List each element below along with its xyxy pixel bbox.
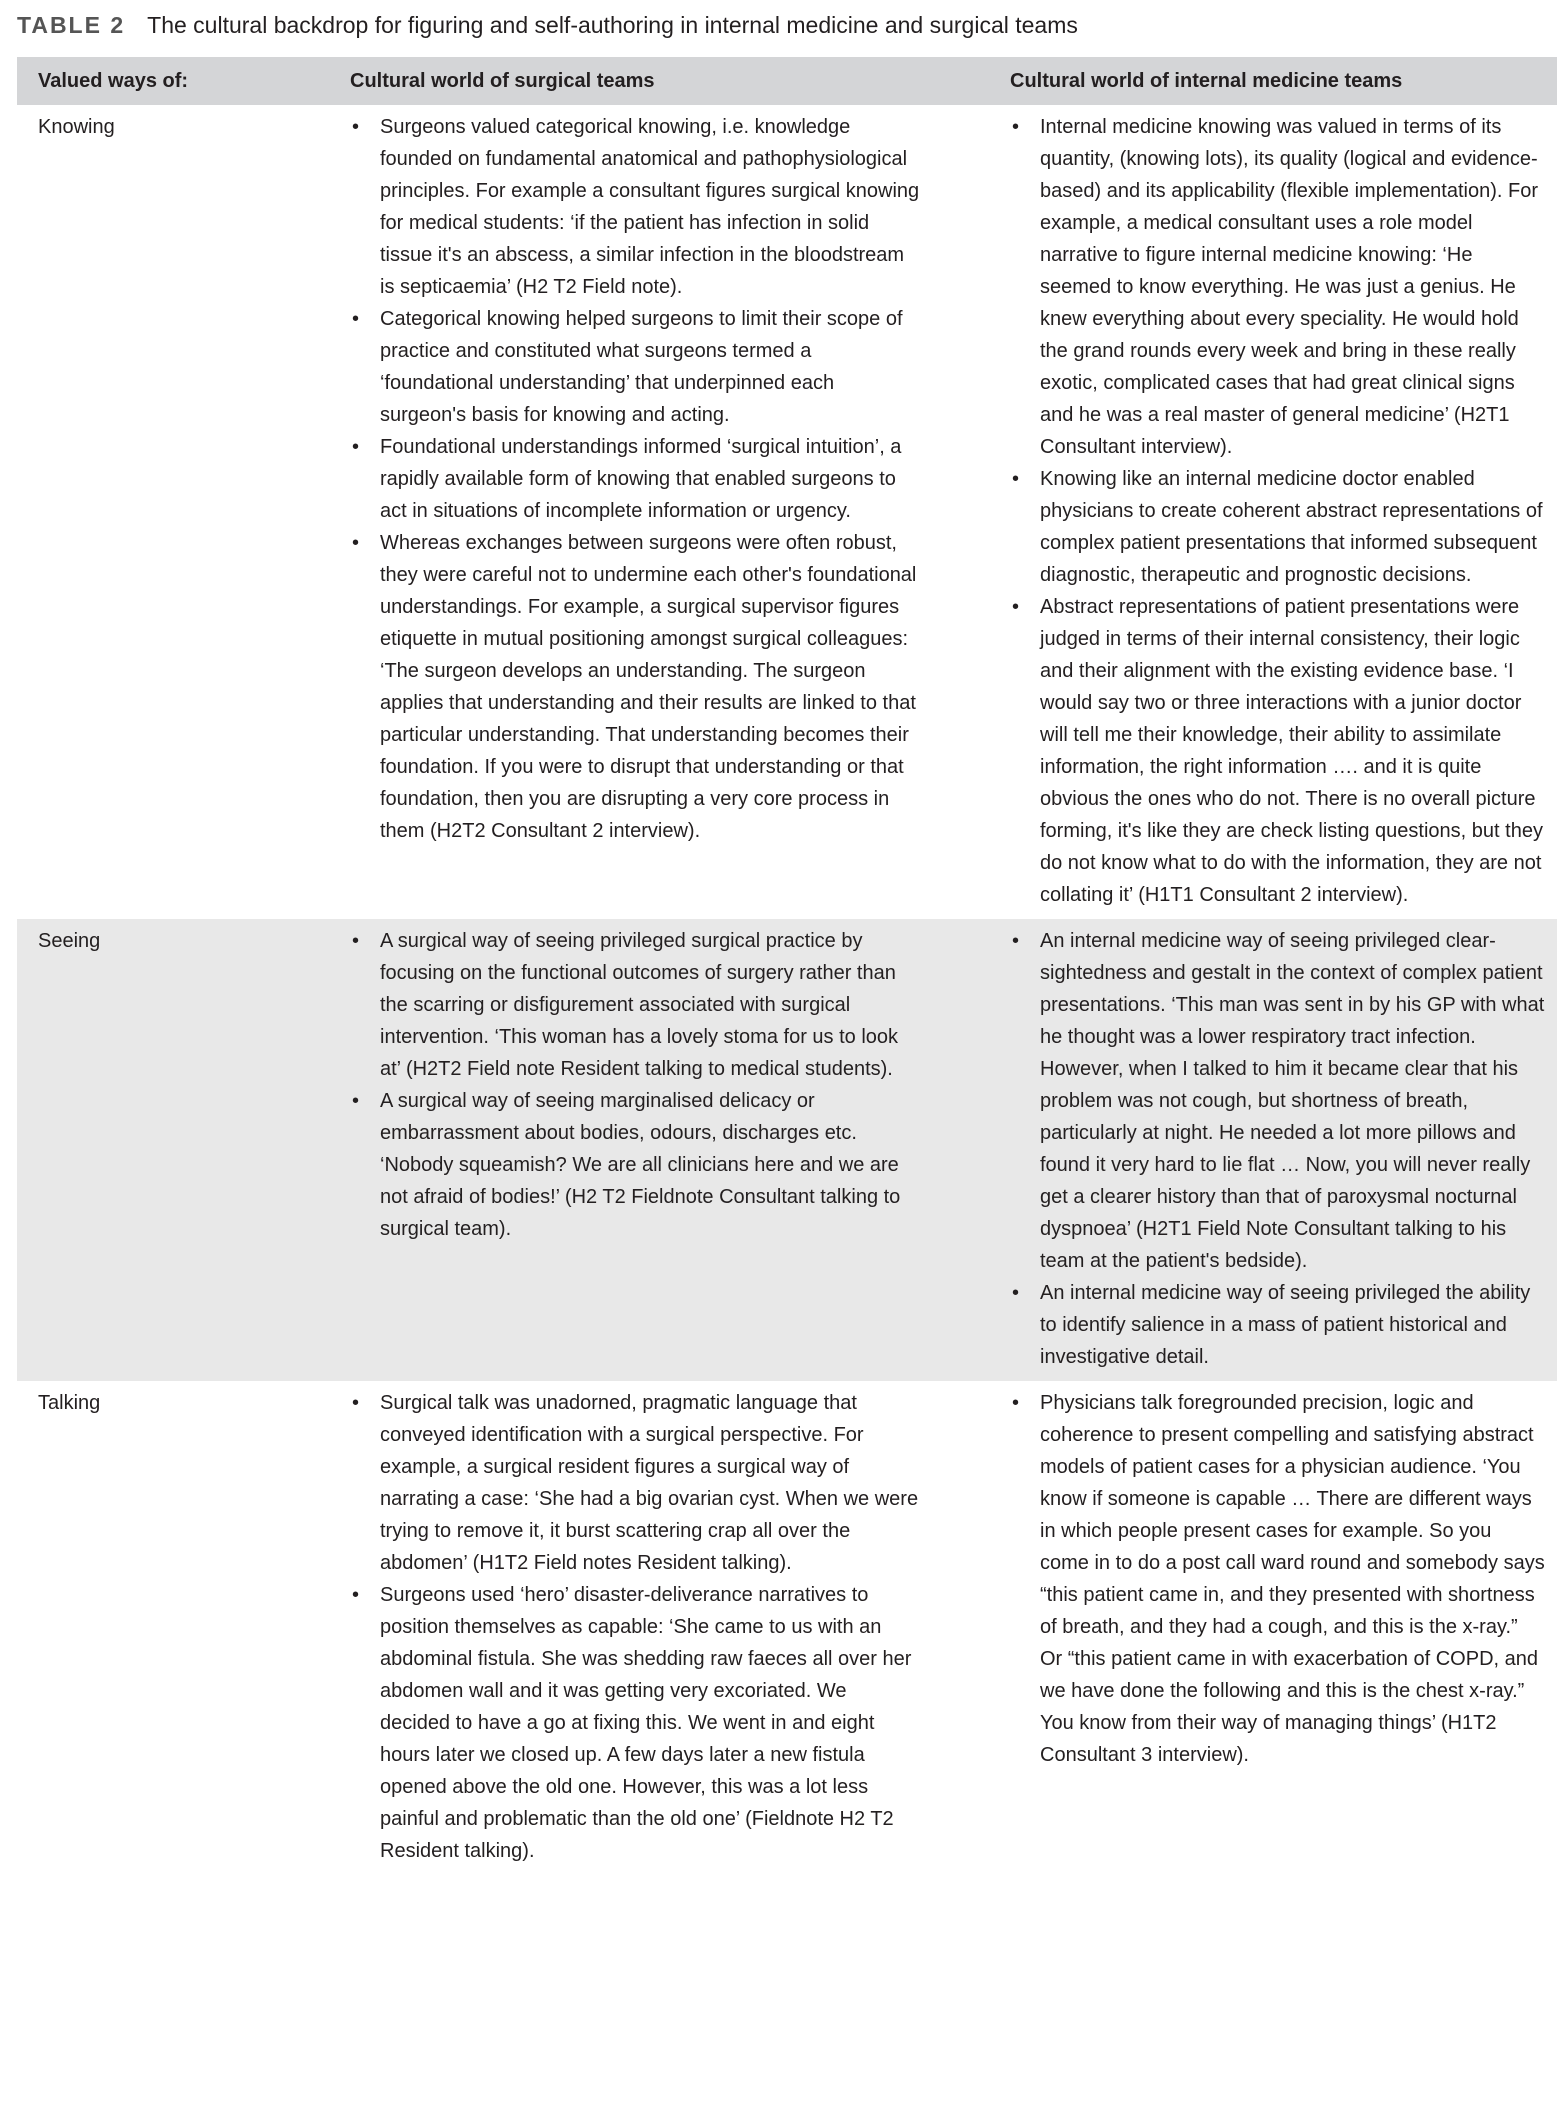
list-item [350, 527, 920, 847]
bullet-icon: • [352, 308, 360, 330]
bullet-icon: • [352, 116, 360, 138]
medicine-cell [1010, 1381, 1557, 1875]
table-caption [17, 12, 1078, 39]
bullet-text: Foundational understandings informed ‘surgical intuition’, a rapidly available form of knowing that enabled surgeons to act in situations of incomplete information or urgency. [380, 436, 902, 522]
surgical-cell [350, 919, 1010, 1381]
row-label: Knowing [38, 116, 115, 138]
bullet-text: Categorical knowing helped surgeons to limit their scope of practice and constituted what surgeons termed a ‘foundational understanding’ that underpinned each surgeon's basis for knowing and acting. [380, 308, 903, 426]
bullet-text: Surgeons valued categorical knowing, i.e. knowledge founded on fundamental anatomical and pathophysiological principles. For example a consultant figures surgical knowing for medical students: ‘if the patient has infection in solid tissue it's an abscess, a similar infection in the bloodstream is septicaemia’ (H2 T2 Field note). [380, 116, 920, 298]
medicine-bullet-list [1010, 111, 1545, 911]
list-item [1010, 1387, 1545, 1771]
culture-table [17, 57, 1557, 1875]
table-row [17, 1381, 1557, 1875]
list-item [1010, 463, 1545, 591]
bullet-text: An internal medicine way of seeing privileged clear-sightedness and gestalt in the context of complex patient presentations. ‘This man was sent in by his GP with what he thought was a lower respiratory tract infection. However, when I talked to him it became clear that his problem was not cough, but shortness of breath, particularly at night. He needed a lot more pillows and found it very hard to lie flat … Now, you will never really get a clearer history than that of paroxysmal nocturnal dyspnoea’ (H2T1 Field Note Consultant talking to his team at the patient's bedside). [1040, 930, 1545, 1272]
bullet-icon: • [1012, 468, 1020, 490]
list-item [350, 1579, 920, 1867]
row-label: Talking [38, 1392, 101, 1414]
list-item [350, 303, 920, 431]
medicine-bullet-list [1010, 925, 1545, 1373]
table-label: TABLE 2 [17, 12, 126, 38]
bullet-icon: • [1012, 596, 1020, 618]
list-item [1010, 925, 1545, 1277]
table-row [17, 919, 1557, 1381]
list-item [350, 1085, 920, 1245]
bullet-text: Surgeons used ‘hero’ disaster-deliverance narratives to position themselves as capable: ‘She came to us with an abdominal fistula. She was shedding raw faeces all over her abdomen wall and it was getting very excoriated. We decided to have a go at fixing this. We went in and eight hours later we closed up. A few days later a new fistula opened above the old one. However, this was a lot less painful and problematic than the old one’ (Fieldnote H2 T2 Resident talking). [380, 1584, 912, 1862]
bullet-text: A surgical way of seeing privileged surgical practice by focusing on the functional outcomes of surgery rather than the scarring or disfigurement associated with surgical intervention. ‘This woman has a lovely stoma for us to look at’ (H2T2 Field note Resident talking to medical students). [380, 930, 899, 1080]
bullet-icon: • [1012, 1282, 1020, 1304]
bullet-text: Abstract representations of patient presentations were judged in terms of their internal consistency, their logic and their alignment with the existing evidence base. ‘I would say two or three interactions with a junior doctor will tell me their knowledge, their ability to assimilate information, the right information …. and it is quite obvious the ones who do not. There is no overall picture forming, it's like they are check listing questions, but they do not know what to do with the information, they are not collating it’ (H1T1 Consultant 2 interview). [1040, 596, 1543, 906]
bullet-icon: • [352, 436, 360, 458]
list-item [350, 1387, 920, 1579]
table-header-row [17, 57, 1557, 105]
medicine-cell [1010, 919, 1557, 1381]
surgical-bullet-list [350, 1387, 920, 1867]
table-title: The cultural backdrop for figuring and self-authoring in internal medicine and surgical teams [147, 12, 1078, 38]
bullet-text: Internal medicine knowing was valued in terms of its quantity, (knowing lots), its quality (logical and evidence-based) and its applicability (flexible implementation). For example, a medical consultant uses a role model narrative to figure internal medicine knowing: ‘He seemed to know everything. He was just a genius. He knew everything about every speciality. He would hold the grand rounds every week and bring in these really exotic, complicated cases that had great clinical signs and he was a real master of general medicine’ (H2T1 Consultant interview). [1040, 116, 1539, 458]
list-item [1010, 591, 1545, 911]
bullet-icon: • [1012, 116, 1020, 138]
bullet-icon: • [352, 930, 360, 952]
surgical-cell [350, 1381, 1010, 1875]
bullet-text: Whereas exchanges between surgeons were often robust, they were careful not to undermine each other's foundational understandings. For example, a surgical supervisor figures etiquette in mutual positioning amongst surgical colleagues: ‘The surgeon develops an understanding. The surgeon applies that understanding and their results are linked to that particular understanding. That understanding becomes their foundation. If you were to disrupt that understanding or that foundation, then you are disrupting a very core process in them (H2T2 Consultant 2 interview). [380, 532, 917, 842]
bullet-text: An internal medicine way of seeing privileged the ability to identify salience in a mass of patient historical and investigative detail. [1040, 1282, 1531, 1368]
bullet-text: Physicians talk foregrounded precision, logic and coherence to present compelling and satisfying abstract models of patient cases for a physician audience. ‘You know if someone is capable … There are different ways in which people present cases for example. So you come in to do a post call ward round and somebody says “this patient came in, and they presented with shortness of breath, and they had a cough, and this is the x-ray.” Or “this patient came in with exacerbation of COPD, and we have done the following and this is the chest x-ray.” You know from their way of managing things’ (H1T2 Consultant 3 interview). [1040, 1392, 1545, 1766]
surgical-bullet-list [350, 925, 920, 1245]
list-item [350, 111, 920, 303]
bullet-icon: • [1012, 930, 1020, 952]
table-row [17, 105, 1557, 919]
list-item [1010, 1277, 1545, 1373]
row-label: Seeing [17, 919, 350, 1381]
medicine-bullet-list [1010, 1387, 1545, 1771]
bullet-icon: • [352, 1090, 360, 1112]
header-surgical: Cultural world of surgical teams [350, 57, 1010, 105]
surgical-bullet-list [350, 111, 920, 847]
bullet-icon: • [352, 532, 360, 554]
list-item [1010, 111, 1545, 463]
bullet-text: A surgical way of seeing marginalised delicacy or embarrassment about bodies, odours, discharges etc. ‘Nobody squeamish? We are all clinicians here and we are not afraid of bodies!’ (H2 T2 Fieldnote Consultant talking to surgical team). [380, 1090, 901, 1240]
medicine-cell [1010, 105, 1557, 919]
surgical-cell [350, 105, 1010, 919]
list-item [350, 925, 920, 1085]
header-medicine: Cultural world of internal medicine teams [1010, 57, 1557, 105]
bullet-icon: • [352, 1584, 360, 1606]
list-item [350, 431, 920, 527]
bullet-text: Knowing like an internal medicine doctor enabled physicians to create coherent abstract representations of complex patient presentations that informed subsequent diagnostic, therapeutic and prognostic decisions. [1040, 468, 1543, 586]
bullet-icon: • [1012, 1392, 1020, 1414]
bullet-text: Surgical talk was unadorned, pragmatic language that conveyed identification with a surgical perspective. For example, a surgical resident figures a surgical way of narrating a case: ‘She had a big ovarian cyst. When we were trying to remove it, it burst scattering crap all over the abdomen’ (H1T2 Field notes Resident talking). [380, 1392, 919, 1574]
bullet-icon: • [352, 1392, 360, 1414]
header-valued-ways: Valued ways of: [17, 57, 350, 105]
